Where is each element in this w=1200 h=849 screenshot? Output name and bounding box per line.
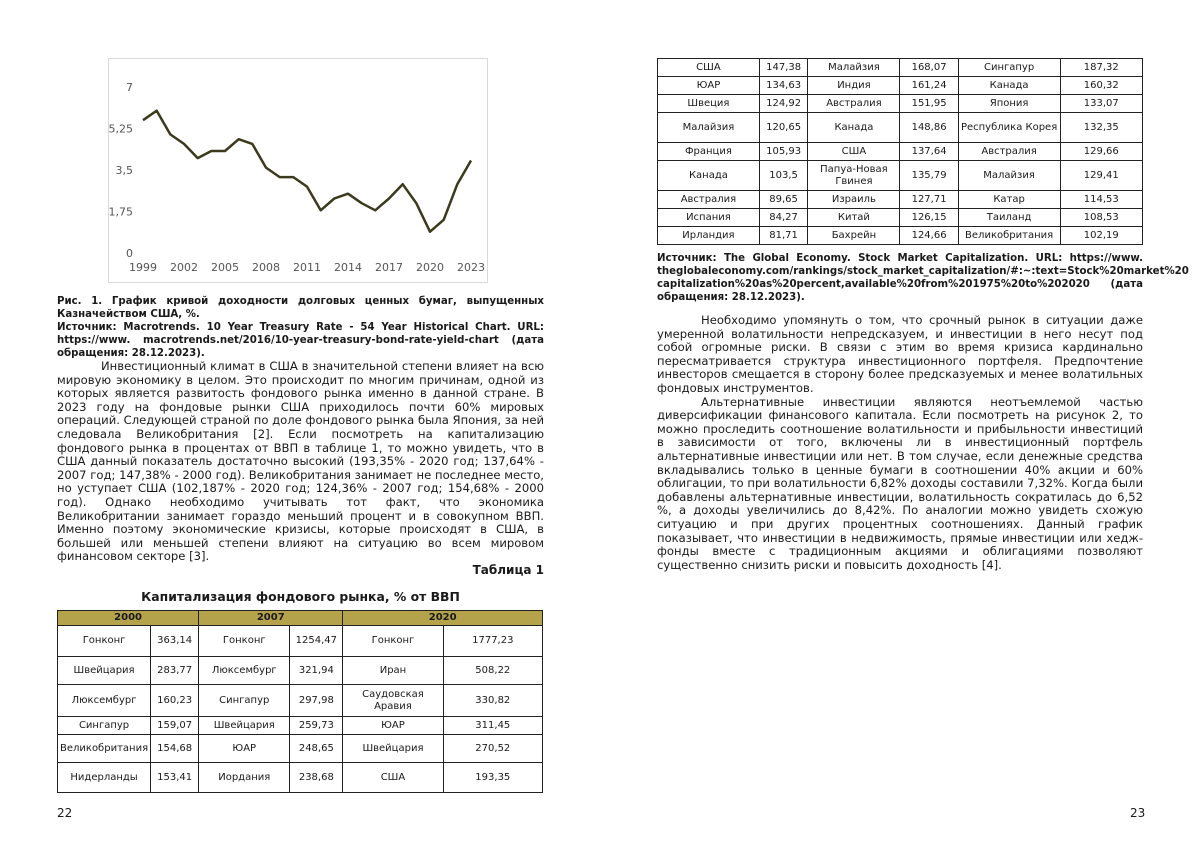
x-tick-label: 2023 [457,261,485,274]
figure-title: Рис. 1. График кривой доходности долговых ценных бумаг, выпущенных Казначейством США, %. [57,296,544,320]
table-cell: Гонконг [343,626,443,657]
table-cell: 153,41 [151,763,199,793]
right-paragraph-1: Необходимо упомянуть о том, что срочный рынок в ситуации даже умеренной волатильности непредсказуем, и инвестиции в него несут под собой огромные риски. В связи с этим во время кризиса кардинально пересматривается структура инвестиционного портфеля. Предпочтение инвесторов смещается в сторону более предсказуемых и менее волатильных фондовых инструментов. [657,313,1143,395]
x-tick-label: 2014 [334,261,362,274]
table-cell: Сингапур [958,59,1060,77]
table-cell: 259,73 [290,717,343,735]
page-number-left: 22 [57,806,73,820]
right-table-source: Источник: The Global Economy. Stock Market Capitalization. URL: https://www. theglobaleconomy.com/rankings/stock_market_capitalization/#:~:text=Stock%20market%20 capitalization%20as%20percent,available%20from%201975%20to%202020 (дата обращения: 28.12.2023). [657,253,1189,303]
table-cell: ЮАР [199,735,290,763]
table-cell: Франция [658,143,760,161]
table-cell: Малайзия [808,59,900,77]
table-cell: 508,22 [443,657,542,685]
table-cell: 129,41 [1060,161,1142,191]
table-cell: Великобритания [58,735,151,763]
table-cell: Катар [958,191,1060,209]
table-cell: 126,15 [900,209,958,227]
table-cell: Малайзия [658,113,760,143]
table-cell: 124,92 [759,95,808,113]
table-cell: Ирландия [658,227,760,245]
table-row [658,143,1143,161]
table-row [658,95,1143,113]
right-body-text [657,314,1143,572]
table-cell: 108,53 [1060,209,1142,227]
table-cell: 297,98 [290,685,343,717]
yield-line [143,111,471,232]
table-cell: 135,79 [900,161,958,191]
table-cell: Австралия [958,143,1060,161]
table-cell: Израиль [808,191,900,209]
table-cell: Великобритания [958,227,1060,245]
x-tick-label: 2017 [375,261,403,274]
table-cell: Канада [658,161,760,191]
header-2007: 2007 [199,611,343,626]
y-tick-label: 1,75 [109,205,133,219]
table-cell: Япония [958,95,1060,113]
table-cell: Бахрейн [808,227,900,245]
y-tick-label: 5,25 [109,122,133,136]
table-cell: Китай [808,209,900,227]
table-cell: 120,65 [759,113,808,143]
table-row [58,717,543,735]
y-tick-label: 7 [126,81,133,94]
table-cell: 1777,23 [443,626,542,657]
chart-svg [109,59,489,284]
table-cell: 132,35 [1060,113,1142,143]
right-paragraph-2: Альтернативные инвестиции являются неотъемлемой частью диверсификации финансового капитала. Если посмотреть на рисунок 2, то можно проследить соотношение волатильности и прибыльности инвестиций в зависимости от того, включены ли в инвестиционный портфель альтернативные инвестиции или нет. В том случае, если денежные средства вкладывались только в ценные бумаги в соотношении 40% акции и 60% облигации, то при волатильности 6,82% доходы составили 7,32%. Когда были добавлены альтернативные инвестиции, волатильность сократилась до 6,52 %, а доходы увеличились до 8,42%. По аналогии можно увидеть схожую ситуацию и при других процентных соотношениях. Данный график показывает, что инвестиции в недвижимость, прямые инвестиции или хедж-фонды вместе с традиционным акциями и облигациями позволяют существенно снизить риски и повысить доходность [4]. [657,394,1143,572]
table-cell: 137,64 [900,143,958,161]
capitalization-table-part1 [57,610,543,793]
table-cell: 248,65 [290,735,343,763]
table-cell: Малайзия [958,161,1060,191]
table-title: Капитализация фондового рынка, % от ВВП [141,589,460,604]
table-row [58,685,543,717]
table-cell: 89,65 [759,191,808,209]
x-tick-label: 2008 [252,261,280,274]
table-cell: 283,77 [151,657,199,685]
table-cell: 129,66 [1060,143,1142,161]
left-paragraph: Инвестиционный климат в США в значительной степени влияет на всю мировую экономику в целом. Это происходит по многим причинам, одной из которых является развитость фондового рынка именно в данной стране. В 2023 году на фондовые рынки США приходилось почти 60% мировых операций. Следующей страной по доле фондового рынка была Япония, за ней следовала Великобритания [2]. Если посмотреть на капитализацию фондового рынка в процентах от ВВП в таблице 1, то можно увидеть, что в США данный показатель достаточно высокий (193,35% - 2020 год; 137,64% - 2007 год; 147,38% - 2000 год). Великобритания занимает не последнее место, но уступает США (102,187% - 2020 год; 124,36% - 2007 год; 154,68% - 2000 год). Однако необходимо учитывать тот факт, что экономика Великобритании занимает гораздо меньший процент и в совокупном ВВП. Именно поэтому экономические кризисы, которые происходят в США, в большей или меньшей степени влияют на ситуацию во всем мировом финансовом секторе [3]. [57,359,544,564]
table-cell: 147,38 [759,59,808,77]
table-cell: Испания [658,209,760,227]
table-cell: 133,07 [1060,95,1142,113]
table-cell: Нидерланды [58,763,151,793]
table-cell: 102,19 [1060,227,1142,245]
table-cell: Иордания [199,763,290,793]
header-2000: 2000 [58,611,199,626]
table-cell: 238,68 [290,763,343,793]
table-cell: ЮАР [343,717,443,735]
table-cell: Гонконг [58,626,151,657]
x-tick-label: 2020 [416,261,444,274]
table-cell: Канада [958,77,1060,95]
header-2020: 2020 [343,611,543,626]
table-cell: 330,82 [443,685,542,717]
table-row [658,227,1143,245]
table-row [658,209,1143,227]
table-cell: 270,52 [443,735,542,763]
table-label: Таблица 1 [472,563,544,577]
table-row [658,191,1143,209]
x-tick-label: 2002 [170,261,198,274]
table-row [658,113,1143,143]
table-row [658,59,1143,77]
table-row [58,735,543,763]
table-cell: 114,53 [1060,191,1142,209]
left-body-text [57,360,544,564]
table-cell: 154,68 [151,735,199,763]
table-cell: Сингапур [199,685,290,717]
table-cell: Люксембург [58,685,151,717]
table-cell: Таиланд [958,209,1060,227]
table-cell: Швейцария [199,717,290,735]
x-tick-label: 1999 [129,261,157,274]
table-cell: 321,94 [290,657,343,685]
capitalization-table-part2 [657,58,1143,245]
table-cell: Гонконг [199,626,290,657]
table-cell: Иран [343,657,443,685]
x-tick-label: 2005 [211,261,239,274]
table-cell: Папуа-Новая Гвинея [808,161,900,191]
table-row [58,657,543,685]
table-cell: 148,86 [900,113,958,143]
table-cell: Швейцария [343,735,443,763]
table-cell: 363,14 [151,626,199,657]
table-cell: ЮАР [658,77,760,95]
table-cell: 159,07 [151,717,199,735]
table-cell: 187,32 [1060,59,1142,77]
table-cell: Республика Корея [958,113,1060,143]
table-cell: 151,95 [900,95,958,113]
table-row [58,763,543,793]
y-tick-label: 3,5 [115,164,133,177]
table-cell: Швейцария [58,657,151,685]
table-cell: 105,93 [759,143,808,161]
table-cell: 1254,47 [290,626,343,657]
table-cell: США [808,143,900,161]
table-cell: 84,27 [759,209,808,227]
table-cell: 81,71 [759,227,808,245]
figure-caption [57,295,544,360]
table-cell: 160,32 [1060,77,1142,95]
table-cell: Австралия [658,191,760,209]
table-cell: Канада [808,113,900,143]
table-cell: Сингапур [58,717,151,735]
table-cell: 134,63 [759,77,808,95]
table-cell: 127,71 [900,191,958,209]
table-cell: США [343,763,443,793]
x-tick-label: 2011 [293,261,321,274]
page-number-right: 23 [1130,806,1146,820]
table-cell: 124,66 [900,227,958,245]
y-tick-label: 0 [126,247,133,260]
table-cell: 193,35 [443,763,542,793]
table-cell: 161,24 [900,77,958,95]
table-row [658,77,1143,95]
table-cell: Австралия [808,95,900,113]
treasury-yield-chart [108,58,488,283]
table-cell: Индия [808,77,900,95]
table-cell: Швеция [658,95,760,113]
table-cell: 160,23 [151,685,199,717]
table-cell: 311,45 [443,717,542,735]
table-cell: 103,5 [759,161,808,191]
table-cell: США [658,59,760,77]
table-row [58,626,543,657]
table-cell: 168,07 [900,59,958,77]
table-cell: Саудовская Аравия [343,685,443,717]
table-row [658,161,1143,191]
figure-source: Источник: Macrotrends. 10 Year Treasury Rate - 54 Year Historical Chart. URL: https://www. macrotrends.net/2016/10-year-treasury-bond-rate-yield-chart (дата обращения: 28.12.2023). [57,322,544,359]
table-cell: Люксембург [199,657,290,685]
